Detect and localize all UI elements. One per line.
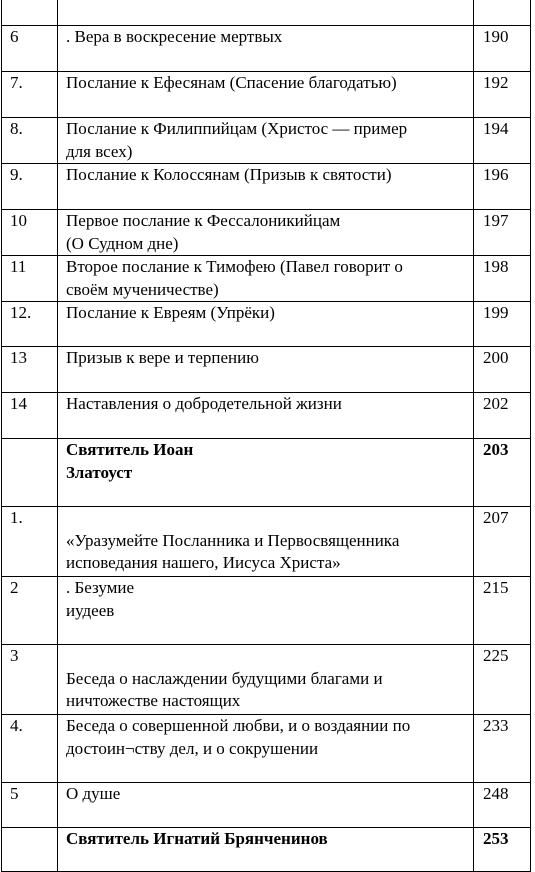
entry-number: 10: [2, 210, 58, 256]
entry-page-number: 197: [474, 210, 531, 256]
entry-title-line: Святитель Иоан: [66, 440, 194, 459]
entry-page-number: 253: [474, 828, 531, 872]
entry-title: [58, 302, 474, 347]
table-row: [2, 393, 531, 439]
table-row: [2, 828, 531, 872]
entry-title-line: иудеев: [66, 600, 115, 620]
entry-page-number: 194: [474, 118, 531, 164]
table-row: [2, 507, 531, 577]
entry-title: [58, 26, 474, 72]
entry-title-line: достоин¬ству дел, и о сокрушении: [66, 738, 319, 758]
entry-title-line: Святитель Игнатий Брянченинов: [66, 829, 328, 848]
entry-title: [58, 256, 474, 302]
entry-title-line: для всех): [66, 141, 133, 161]
entry-number: 1.: [2, 507, 58, 577]
entry-title: [58, 118, 474, 164]
entry-title-line: Беседа о наслаждении будущими благами и: [66, 668, 383, 688]
entry-title-line: [66, 645, 469, 668]
entry-number: [2, 439, 58, 507]
entry-title-line: Призыв к вере и терпению: [66, 348, 259, 367]
entry-title: [58, 393, 474, 439]
entry-title: [58, 507, 474, 577]
entry-title-line: Послание к Филиппийцам (Христос — пример: [66, 119, 408, 138]
entry-number: 7.: [2, 72, 58, 118]
entry-number: 2: [2, 577, 58, 645]
entry-title-line: исповедания нашего, Иисуса Христа»: [66, 553, 341, 572]
entry-page-number: 233: [474, 715, 531, 783]
table-row: [2, 164, 531, 210]
table-row: [2, 72, 531, 118]
entry-page-number: 200: [474, 347, 531, 393]
table-row: [2, 783, 531, 828]
entry-title-line: Послание к Колоссянам (Призыв к святости): [66, 165, 392, 184]
entry-number: 8.: [2, 118, 58, 164]
toc-body: [2, 0, 531, 872]
table-row: [2, 256, 531, 302]
table-row: [2, 645, 531, 715]
entry-title-line: О душе: [66, 784, 121, 803]
entry-title-line: ничтожестве настоящих: [66, 691, 241, 710]
entry-title-line: [66, 0, 469, 22]
entry-title: [58, 0, 474, 26]
entry-page-number: [474, 0, 531, 26]
table-row: [2, 210, 531, 256]
entry-title: [58, 439, 474, 507]
table-row: [2, 439, 531, 507]
entry-title: [58, 715, 474, 783]
entry-number: 13: [2, 347, 58, 393]
entry-page-number: 196: [474, 164, 531, 210]
entry-title: [58, 645, 474, 715]
entry-title: [58, 164, 474, 210]
entry-title-line: своём мученичестве): [66, 279, 219, 299]
table-row: [2, 0, 531, 26]
entry-title-line: Послание к Ефесянам (Спасение благодатью): [66, 73, 397, 92]
entry-title-line: Наставления о добродетельной жизни: [66, 394, 342, 413]
table-row: [2, 347, 531, 393]
entry-page-number: 199: [474, 302, 531, 347]
entry-title: [58, 72, 474, 118]
entry-title-line: Первое послание к Фессалоникийцам: [66, 211, 341, 230]
entry-title-line: [66, 507, 469, 530]
entry-title-line: . Безумие: [66, 578, 135, 597]
entry-number: 6: [2, 26, 58, 72]
entry-title-line: Послание к Евреям (Упрёки): [66, 303, 275, 322]
entry-number: 14: [2, 393, 58, 439]
entry-title: [58, 210, 474, 256]
entry-title-line: (О Судном дне): [66, 233, 179, 253]
entry-page-number: 192: [474, 72, 531, 118]
entry-number: 11: [2, 256, 58, 302]
entry-title: [58, 347, 474, 393]
entry-title: [58, 783, 474, 828]
entry-title-line: . Вера в воскресение мертвых: [66, 27, 283, 46]
entry-number: [2, 828, 58, 872]
entry-number: 5: [2, 783, 58, 828]
entry-number: [2, 0, 58, 26]
entry-page-number: 198: [474, 256, 531, 302]
entry-page-number: 202: [474, 393, 531, 439]
entry-page-number: 248: [474, 783, 531, 828]
entry-title: [58, 577, 474, 645]
entry-title-line: Второе послание к Тимофею (Павел говорит о: [66, 257, 403, 276]
entry-title-line: Беседа о совершенной любви, и о воздаянии по: [66, 716, 411, 735]
entry-page-number: 215: [474, 577, 531, 645]
table-row: [2, 577, 531, 645]
entry-page-number: 207: [474, 507, 531, 577]
table-row: [2, 118, 531, 164]
entry-page-number: 203: [474, 439, 531, 507]
entry-number: 4.: [2, 715, 58, 783]
entry-number: 12.: [2, 302, 58, 347]
table-row: [2, 715, 531, 783]
table-of-contents: [1, 0, 531, 872]
entry-page-number: 190: [474, 26, 531, 72]
entry-number: 3: [2, 645, 58, 715]
table-row: [2, 26, 531, 72]
entry-title-line: «Уразумейте Посланника и Первосвященника: [66, 530, 400, 550]
entry-number: 9.: [2, 164, 58, 210]
table-row: [2, 302, 531, 347]
entry-page-number: 225: [474, 645, 531, 715]
entry-title-line: Златоуст: [66, 462, 133, 482]
entry-title: [58, 828, 474, 872]
